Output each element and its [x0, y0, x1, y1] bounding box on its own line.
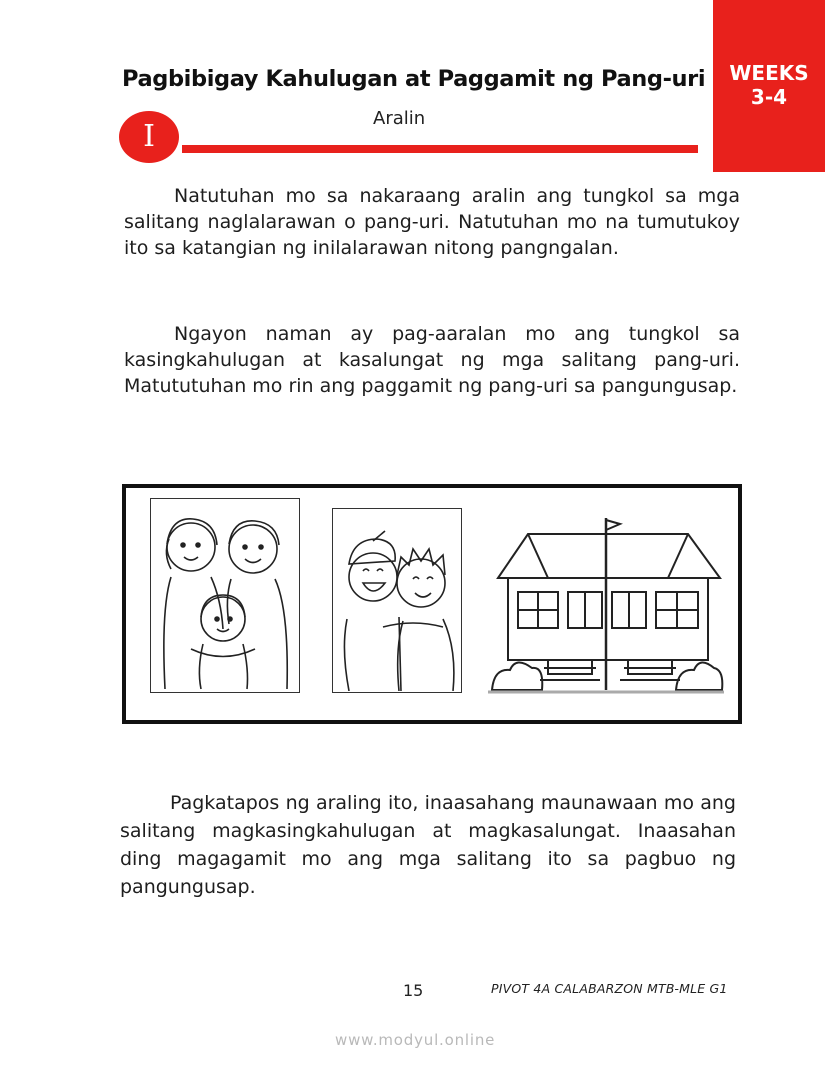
- friends-illustration-icon: [332, 508, 462, 693]
- page-number: 15: [403, 981, 424, 1000]
- illustration-frame: [122, 484, 742, 724]
- lesson-subtitle: Aralin: [373, 108, 426, 129]
- page-title: Pagbibigay Kahulugan at Paggamit ng Pang-uri: [122, 66, 706, 92]
- intro-paragraph-2: [124, 321, 740, 399]
- paragraph-1-text: Natutuhan mo sa nakaraang aralin ang tungkol sa mga salitang naglalarawan o pang-uri. Natutuhan mo na tumutukoy ito sa katangian ng inilalarawan nitong pangngalan.: [124, 185, 740, 259]
- title-underline: [182, 145, 698, 153]
- paragraph-3-text: Pagkatapos ng araling ito, inaasahang maunawaan mo ang salitang magkasingkahulugan at magkasalungat. Inaasahan ding magagamit mo ang mga salitang ito sa pagbuo ng pangungusap.: [120, 792, 736, 898]
- footer-series: PIVOT 4A CALABARZON MTB-MLE G1: [491, 981, 728, 996]
- paragraph-2-text: Ngayon naman ay pag-aaralan mo ang tungkol sa kasingkahulugan at kasalungat ng mga salitang pang-uri. Matututuhan mo rin ang paggamit ng pang-uri sa pangungusap.: [124, 323, 740, 397]
- weeks-label: WEEKS: [729, 61, 809, 85]
- school-house-illustration-icon: [488, 518, 724, 698]
- lesson-badge: I: [119, 111, 179, 163]
- weeks-tab: [713, 0, 825, 172]
- intro-paragraph-1: [124, 183, 740, 261]
- family-illustration-icon: [150, 498, 300, 693]
- weeks-range: 3-4: [750, 85, 788, 109]
- objective-paragraph: [120, 789, 736, 901]
- watermark: www.modyul.online: [335, 1031, 496, 1049]
